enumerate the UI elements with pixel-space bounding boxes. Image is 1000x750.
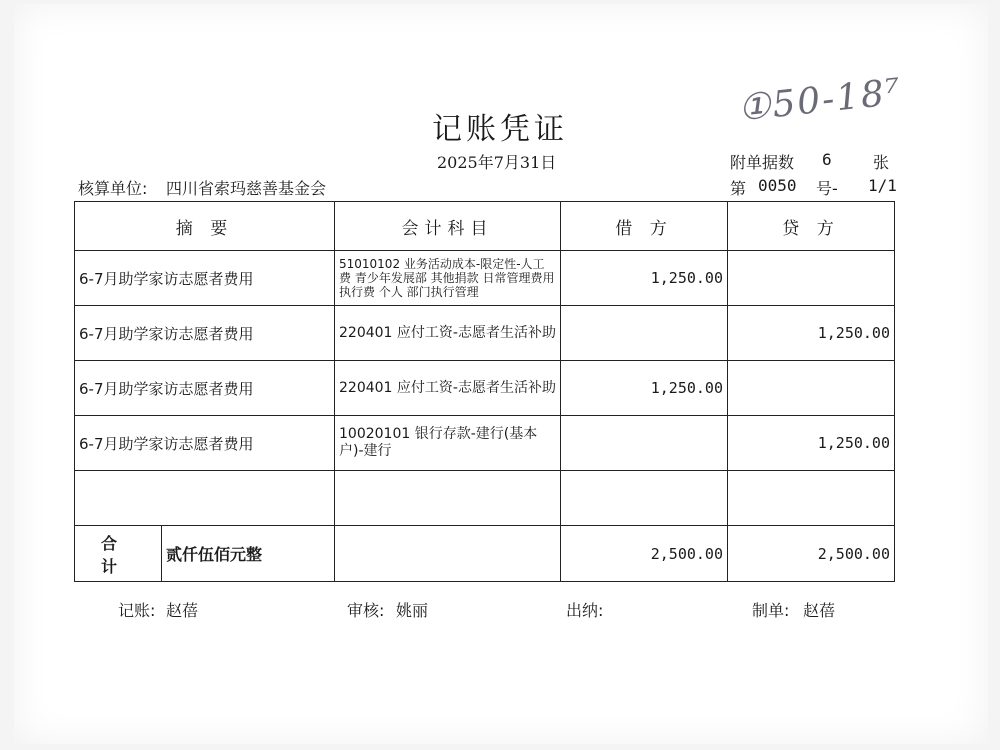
row-credit (728, 251, 895, 306)
total-blank (335, 526, 561, 582)
row-account: 51010102 业务活动成本-限定性-人工费 青少年发展部 其他捐款 日常管理费用 执行费 个人 部门执行管理 (335, 251, 561, 306)
preparer-label: 制单: (752, 601, 790, 620)
row-debit (561, 416, 728, 471)
attachment-unit: 张 (873, 153, 890, 172)
header-debit: 借 方 (561, 202, 728, 251)
handwritten-note: ①50-18⁷ (736, 71, 905, 130)
unit-label: 核算单位: (78, 179, 148, 198)
header-account: 会计科目 (335, 202, 561, 251)
row-account: 220401 应付工资-志愿者生活补助 (335, 306, 561, 361)
row-summary: 6-7月助学家访志愿者费用 (75, 306, 335, 361)
table-row (75, 471, 895, 526)
table-row (75, 361, 895, 416)
voucher-suffix: 号- (816, 179, 838, 198)
voucher-prefix: 第 (730, 179, 747, 198)
document-title: 记账凭证 (432, 112, 568, 147)
row-summary: 6-7月助学家访志愿者费用 (75, 361, 335, 416)
table-row (75, 306, 895, 361)
row-credit: 1,250.00 (728, 416, 895, 471)
attachment-label: 附单据数 (730, 153, 795, 172)
total-debit: 2,500.00 (561, 526, 728, 582)
bookkeeper-name: 赵蓓 (166, 601, 199, 620)
table-row (75, 251, 895, 306)
row-credit (728, 471, 895, 526)
preparer-name: 赵蓓 (803, 601, 836, 620)
reviewer-label: 审核: (347, 601, 385, 620)
row-debit: 1,250.00 (561, 361, 728, 416)
header-credit: 贷 方 (728, 202, 895, 251)
row-summary: 6-7月助学家访志愿者费用 (75, 251, 335, 306)
total-cell (75, 526, 335, 582)
voucher-table (74, 201, 895, 582)
row-debit (561, 306, 728, 361)
table-row (75, 416, 895, 471)
total-label: 合 计 (75, 526, 162, 581)
table-header (75, 202, 895, 251)
header-summary: 摘 要 (75, 202, 335, 251)
total-credit: 2,500.00 (728, 526, 895, 582)
row-account (335, 471, 561, 526)
row-summary (75, 471, 335, 526)
reviewer-name: 姚丽 (396, 601, 429, 620)
unit-name: 四川省索玛慈善基金会 (166, 179, 327, 198)
attachment-count: 6 (822, 150, 832, 169)
row-debit: 1,250.00 (561, 251, 728, 306)
total-row (75, 526, 895, 582)
voucher-number: 0050 (758, 176, 797, 195)
voucher-date: 2025年7月31日 (437, 153, 557, 172)
row-account: 10020101 银行存款-建行(基本户)-建行 (335, 416, 561, 471)
row-credit (728, 361, 895, 416)
total-amount-words: 贰仟伍佰元整 (166, 545, 263, 564)
row-summary: 6-7月助学家访志愿者费用 (75, 416, 335, 471)
cashier-label: 出纳: (566, 601, 604, 620)
row-credit: 1,250.00 (728, 306, 895, 361)
bookkeeper-label: 记账: (118, 601, 156, 620)
page-number: 1/1 (868, 176, 897, 195)
row-debit (561, 471, 728, 526)
row-account: 220401 应付工资-志愿者生活补助 (335, 361, 561, 416)
